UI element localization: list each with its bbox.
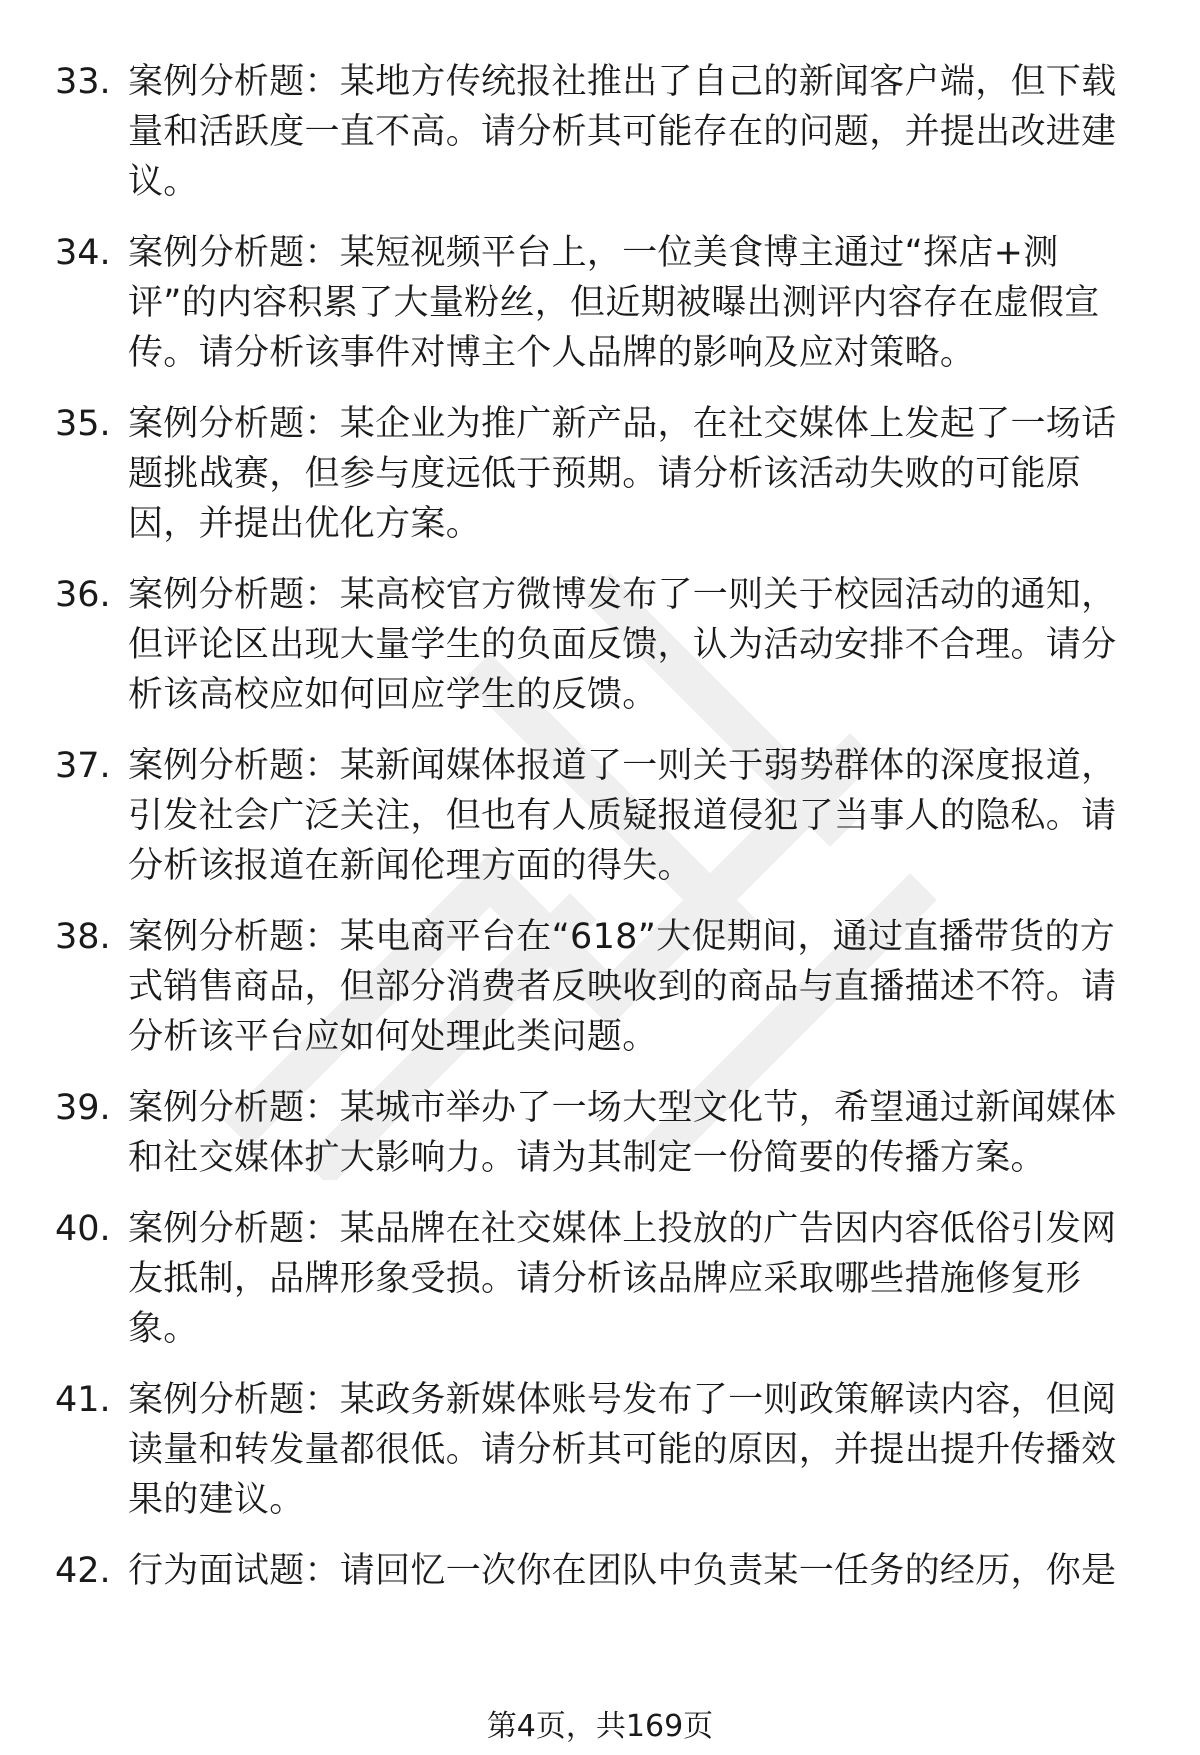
question-text: 案例分析题：某电商平台在“618”大促期间，通过直播带货的方式销售商品，但部分消费者反映收到的商品与直播描述不符。请分析该平台应如何处理此类问题。: [128, 917, 1117, 1057]
question-item: [0, 1546, 1200, 1596]
question-item: [0, 570, 1200, 720]
question-number: 42.: [55, 1551, 111, 1591]
question-number: 37.: [55, 746, 111, 786]
question-item: [0, 228, 1200, 378]
question-text: 案例分析题：某新闻媒体报道了一则关于弱势群体的深度报道，引发社会广泛关注，但也有人质疑报道侵犯了当事人的隐私。请分析该报道在新闻伦理方面的得失。: [128, 746, 1117, 886]
question-text: 行为面试题：请回忆一次你在团队中负责某一任务的经历，你是: [128, 1551, 1117, 1591]
question-item: [0, 57, 1200, 207]
question-number: 36.: [55, 575, 111, 615]
question-number: 34.: [55, 233, 111, 273]
question-text: 案例分析题：某品牌在社交媒体上投放的广告因内容低俗引发网友抵制，品牌形象受损。请分析该品牌应采取哪些措施修复形象。: [128, 1209, 1117, 1349]
question-item: [0, 741, 1200, 891]
question-number: 33.: [55, 62, 111, 102]
question-number: 41.: [55, 1380, 111, 1420]
question-number: 39.: [55, 1088, 111, 1128]
question-item: [0, 1083, 1200, 1183]
question-number: 40.: [55, 1209, 111, 1249]
question-text: 案例分析题：某高校官方微博发布了一则关于校园活动的通知，但评论区出现大量学生的负面反馈，认为活动安排不合理。请分析该高校应如何回应学生的反馈。: [128, 575, 1117, 715]
page-footer: 第4页，共169页: [486, 1709, 714, 1744]
question-item: [0, 912, 1200, 1062]
question-number: 38.: [55, 917, 111, 957]
question-item: [0, 399, 1200, 549]
question-text: 案例分析题：某短视频平台上，一位美食博主通过“探店+测评”的内容积累了大量粉丝，但近期被曝出测评内容存在虚假宣传。请分析该事件对博主个人品牌的影响及应对策略。: [128, 233, 1100, 373]
question-item: [0, 1375, 1200, 1525]
question-text: 案例分析题：某城市举办了一场大型文化节，希望通过新闻媒体和社交媒体扩大影响力。请为其制定一份简要的传播方案。: [128, 1088, 1117, 1178]
question-number: 35.: [55, 404, 111, 444]
question-text: 案例分析题：某政务新媒体账号发布了一则政策解读内容，但阅读量和转发量都很低。请分析其可能的原因，并提出提升传播效果的建议。: [128, 1380, 1117, 1520]
question-item: [0, 1204, 1200, 1354]
question-list: [0, 57, 1200, 1617]
question-text: 案例分析题：某企业为推广新产品，在社交媒体上发起了一场话题挑战赛，但参与度远低于预期。请分析该活动失败的可能原因，并提出优化方案。: [128, 404, 1117, 544]
question-text: 案例分析题：某地方传统报社推出了自己的新闻客户端，但下载量和活跃度一直不高。请分析其可能存在的问题，并提出改进建议。: [128, 62, 1117, 202]
